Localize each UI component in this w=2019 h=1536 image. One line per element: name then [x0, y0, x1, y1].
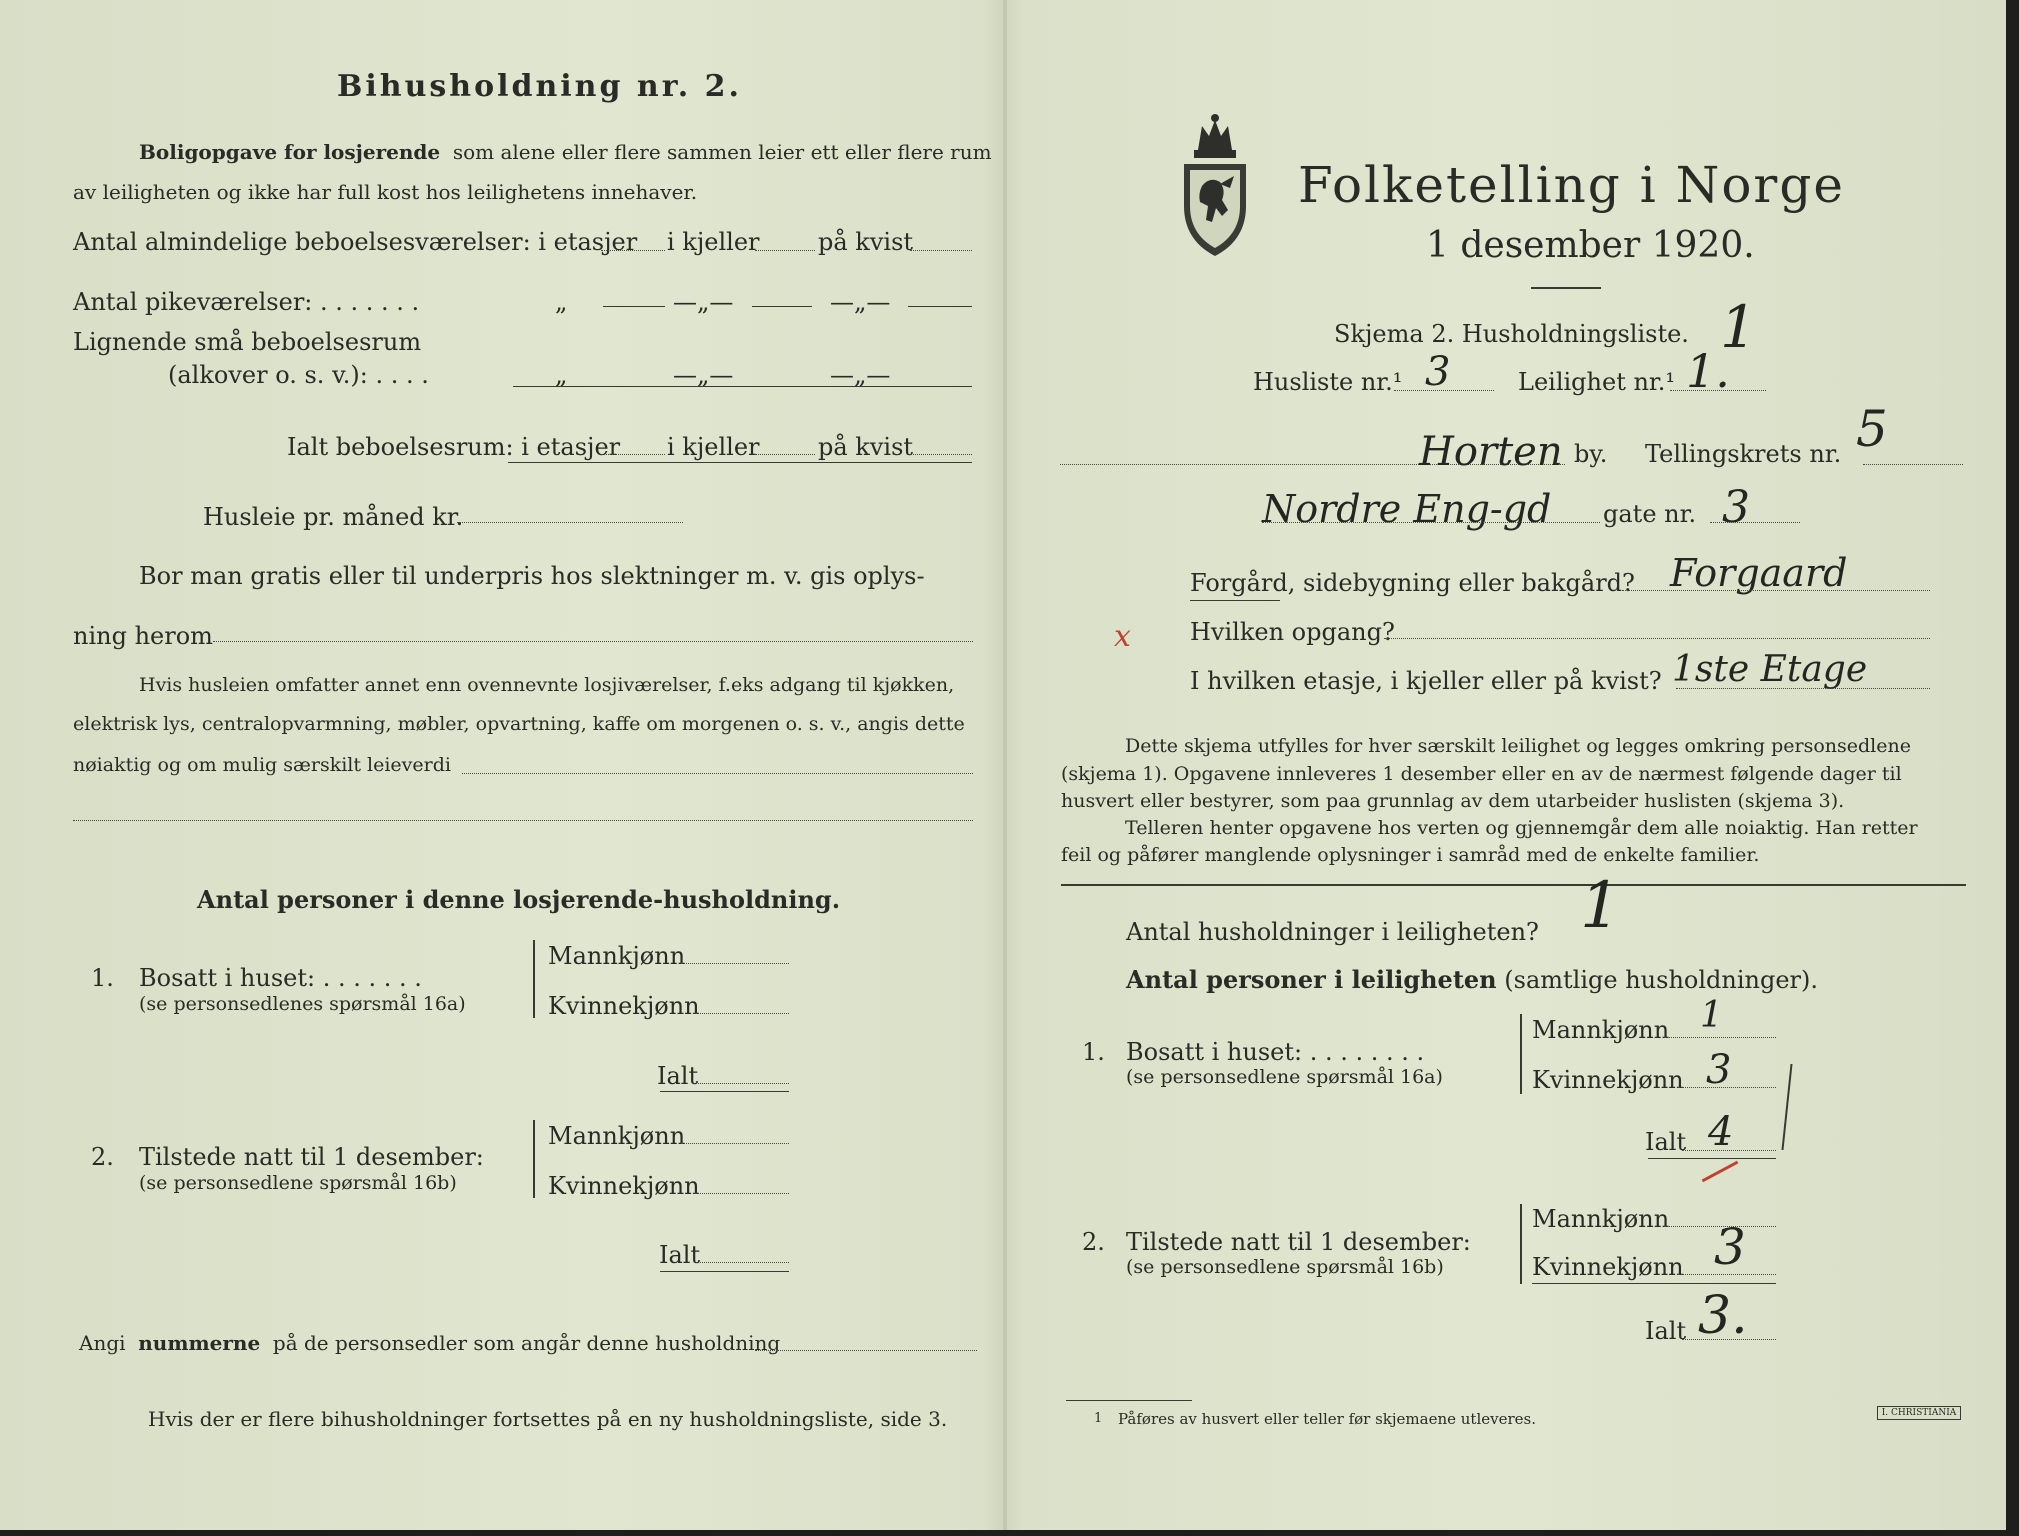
left-q2-mann-label: Mannkjønn [548, 1122, 686, 1150]
gate-nr-hw: 3 [1722, 482, 1750, 533]
angi-line [79, 1333, 780, 1353]
leilighet-line[interactable] [1670, 390, 1766, 391]
left-q2-sub: (se personsedlene spørsmål 16b) [139, 1172, 457, 1194]
title-rule [1531, 287, 1601, 289]
left-q2-mann-line[interactable] [681, 1143, 789, 1144]
right-q1-mann-line[interactable] [1664, 1037, 1776, 1038]
left-q1-brace [533, 940, 535, 1018]
pike-ditto-2: —„— [673, 288, 734, 316]
note-line-1: Hvis husleien omfatter annet enn ovennevnte losjiværelser, f.eks adgang til kjøkken, [139, 674, 955, 696]
gate-label: gate nr. [1603, 500, 1697, 528]
right-persons-heading-rest: (samtlige husholdninger). [1504, 966, 1819, 994]
forgard-line[interactable] [1622, 590, 1930, 591]
right-q2-kvinne-line[interactable] [1678, 1274, 1776, 1275]
right-q1-mann-label: Mannkjønn [1532, 1016, 1670, 1044]
right-q2-kvinne-label: Kvinnekjønn [1532, 1253, 1684, 1281]
lign-ditto-1: „ [555, 361, 568, 389]
margin-mark-hw: x [1114, 619, 1131, 654]
opgang-line[interactable] [1384, 638, 1930, 639]
left-footer: Hvis der er flere bihusholdninger fortsettes på en ny husholdningsliste, side 3. [148, 1407, 948, 1431]
ialt-rooms-underline [508, 462, 972, 463]
rooms-kjeller-line[interactable] [755, 250, 815, 251]
right-q2-ialt-line[interactable] [1682, 1339, 1776, 1340]
by-label: by. [1574, 440, 1608, 468]
right-persons-heading [1126, 965, 1819, 994]
right-q2-brace [1520, 1204, 1522, 1284]
forgard-underline [1190, 600, 1280, 601]
gratis-line-2: ning herom [73, 622, 213, 650]
footnote-number: 1 [1094, 1411, 1103, 1426]
forgard-hw: Forgaard [1670, 551, 1848, 595]
husliste-line[interactable] [1394, 390, 1494, 391]
left-q2-ialt-label: Ialt [659, 1241, 701, 1269]
left-heading: Bihusholdning nr. 2. [337, 69, 742, 104]
left-q1-mann-label: Mannkjønn [548, 942, 686, 970]
husleie-line[interactable] [457, 522, 683, 523]
ialt-kjeller-line[interactable] [755, 454, 815, 455]
left-q2-label: Tilstede natt til 1 desember: [139, 1143, 484, 1171]
left-q1-sub: (se personsedlenes spørsmål 16a) [139, 993, 466, 1015]
antal-hush-label: Antal husholdninger i leiligheten? [1126, 918, 1539, 946]
right-q1-mann-hw: 1 [1700, 995, 1723, 1036]
pike-line-2[interactable] [752, 306, 812, 307]
right-q1-kvinne-label: Kvinnekjønn [1532, 1066, 1684, 1094]
right-q1-ialt-line[interactable] [1682, 1150, 1776, 1151]
lign-ditto-3: —„— [830, 361, 891, 389]
page-fold [1003, 0, 1007, 1530]
note-line-3: nøiaktig og om mulig særskilt leieverdi [73, 754, 451, 776]
left-q1-kvinne-label: Kvinnekjønn [548, 992, 700, 1020]
note-extra-line[interactable] [73, 820, 973, 821]
ialt-etasjer-line[interactable] [601, 454, 665, 455]
instr-rule [1061, 884, 1966, 886]
angi-pre: Angi [79, 1331, 126, 1355]
left-q1-num: 1. [91, 964, 114, 992]
rooms-etasjer-line[interactable] [601, 250, 665, 251]
krets-line[interactable] [1863, 464, 1963, 465]
forgard-label: Forgård, sidebygning eller bakgård? [1190, 569, 1635, 597]
left-q2-kvinne-line[interactable] [695, 1193, 789, 1194]
opgang-label: Hvilken opgang? [1190, 618, 1395, 646]
pike-label: Antal pikeværelser: . . . . . . . [73, 288, 420, 316]
gratis-line[interactable] [213, 641, 973, 642]
leilighet-label: Leilighet nr.¹ [1518, 368, 1676, 396]
pike-line-3[interactable] [908, 306, 972, 307]
right-q1-kvinne-hw: 3 [1706, 1047, 1732, 1093]
etasje-line[interactable] [1676, 688, 1930, 689]
right-q2-mann-label: Mannkjønn [1532, 1205, 1670, 1233]
instr-line-2: (skjema 1). Opgavene innleveres 1 desember eller en av de nærmest følgende dager til [1061, 763, 1902, 785]
left-q2-kvinne-label: Kvinnekjønn [548, 1172, 700, 1200]
left-q2-ialt-underline [660, 1271, 789, 1272]
instr-line-4: Telleren henter opgavene hos verten og gjennemgår dem alle noiaktig. Han retter [1125, 817, 1918, 839]
intro-line-1 [139, 142, 992, 162]
etasje-label: I hvilken etasje, i kjeller eller på kvist? [1190, 667, 1662, 695]
norway-coat-of-arms-icon [1176, 110, 1254, 258]
right-q2-kvinne-hw: 3 [1714, 1218, 1746, 1276]
leilighet-hw: 1. [1686, 344, 1730, 398]
left-persons-heading: Antal personer i denne losjerende-husholdning. [197, 885, 841, 914]
schema-label: Skjema 2. Husholdningsliste. [1334, 320, 1689, 348]
right-q1-ialt-underline [1648, 1158, 1776, 1159]
left-q2-brace [533, 1120, 535, 1198]
rooms-kjeller-label: i kjeller [667, 228, 760, 256]
krets-label: Tellingskrets nr. [1645, 440, 1842, 468]
right-q1-ialt-hw: 4 [1708, 1109, 1734, 1155]
pike-ditto-1: „ [555, 288, 568, 316]
gate-nr-line[interactable] [1710, 522, 1800, 523]
ialt-kjeller-label: i kjeller [667, 433, 760, 461]
pike-line-1[interactable] [603, 306, 665, 307]
right-persons-heading-bold: Antal personer i leiligheten [1126, 965, 1497, 994]
instr-line-5: feil og påfører manglende oplysninger i samråd med de enkelte familier. [1061, 844, 1760, 866]
right-q2-num: 2. [1082, 1228, 1105, 1256]
note-line-2: elektrisk lys, centralopvarmning, møbler, opvartning, kaffe om morgenen o. s. v., angis dette [73, 713, 965, 735]
lign-ditto-2: —„— [673, 361, 734, 389]
etasje-hw: 1ste Etage [1672, 649, 1868, 690]
krets-hw: 5 [1856, 400, 1888, 458]
husliste-label: Husliste nr.¹ [1253, 368, 1403, 396]
right-q1-ialt-label: Ialt [1645, 1128, 1687, 1156]
right-q1-kvinne-line[interactable] [1678, 1087, 1776, 1088]
left-q1-ialt-label: Ialt [657, 1062, 699, 1090]
angi-rest: på de personsedler som angår denne husholdning [272, 1331, 781, 1355]
lign-line-2: (alkover o. s. v.): . . . . [168, 361, 429, 389]
right-q1-brace [1520, 1014, 1522, 1094]
right-q1-sub: (se personsedlene spørsmål 16a) [1126, 1066, 1443, 1088]
footnote-text: Påføres av husvert eller teller før skjemaene utleveres. [1118, 1410, 1536, 1428]
left-q2-ialt-line[interactable] [696, 1262, 789, 1263]
angi-fill-line[interactable] [755, 1350, 977, 1351]
husleie-label: Husleie pr. måned kr. [203, 503, 464, 531]
husliste-hw: 3 [1425, 349, 1451, 395]
ialt-kvist-label: på kvist [818, 433, 914, 461]
intro-bold: Boligopgave for losjerende [139, 140, 441, 164]
right-q1-num: 1. [1082, 1038, 1105, 1066]
ialt-rooms-label: Ialt beboelsesrum: i etasjer [287, 433, 621, 461]
note-line[interactable] [462, 773, 973, 774]
by-hw: Horten [1419, 429, 1563, 475]
right-q1-check-mark [1781, 1064, 1792, 1150]
ialt-kvist-line[interactable] [910, 454, 972, 455]
rooms-label: Antal almindelige beboelsesværelser: i etasjer [73, 228, 638, 256]
lign-line-1: Lignende små beboelsesrum [73, 328, 422, 356]
right-q2-ialt-label: Ialt [1645, 1317, 1687, 1345]
rooms-kvist-line[interactable] [910, 250, 972, 251]
footnote-rule [1066, 1400, 1192, 1401]
rooms-kvist-label: på kvist [818, 228, 914, 256]
right-q2-ialt-hw: 3. [1698, 1286, 1748, 1346]
left-q1-label: Bosatt i huset: . . . . . . . [139, 964, 422, 992]
gate-hw: Nordre Eng-gd [1262, 487, 1552, 531]
left-q1-mann-line[interactable] [681, 963, 789, 964]
instr-line-3: husvert eller bestyrer, som paa grunnlag av dem utarbeider huslisten (skjema 3). [1061, 790, 1845, 812]
form-title: Folketelling i Norge [1298, 156, 1845, 214]
intro-rest: som alene eller flere sammen leier ett eller flere rum [452, 140, 992, 164]
right-q2-sub: (se personsedlene spørsmål 16b) [1126, 1256, 1444, 1278]
schema-hw-number: 1 [1720, 293, 1757, 361]
instr-line-1: Dette skjema utfylles for hver særskilt leilighet og legges omkring personsedlene [1125, 735, 1911, 757]
printer-stamp: I. CHRISTIANIA [1877, 1406, 1961, 1420]
right-q2-label: Tilstede natt til 1 desember: [1126, 1228, 1471, 1256]
form-date: 1 desember 1920. [1426, 225, 1755, 266]
left-q1-kvinne-line[interactable] [695, 1013, 789, 1014]
right-q1-label: Bosatt i huset: . . . . . . . . [1126, 1038, 1425, 1066]
pike-ditto-3: —„— [830, 288, 891, 316]
gratis-line-1: Bor man gratis eller til underpris hos slektninger m. v. gis oplys- [139, 562, 925, 590]
angi-bold: nummerne [138, 1331, 261, 1355]
left-q1-ialt-line[interactable] [694, 1083, 789, 1084]
right-q1-red-mark [1702, 1161, 1739, 1182]
right-q2-kvinne-underline [1532, 1283, 1776, 1284]
lign-base-line [513, 386, 972, 387]
antal-hush-hw: 1 [1580, 869, 1621, 943]
gate-line[interactable] [1262, 522, 1600, 523]
left-q2-num: 2. [91, 1143, 114, 1171]
intro-line-2: av leiligheten og ikke har full kost hos leilighetens innehaver. [73, 180, 698, 204]
left-q1-ialt-underline [660, 1091, 789, 1092]
